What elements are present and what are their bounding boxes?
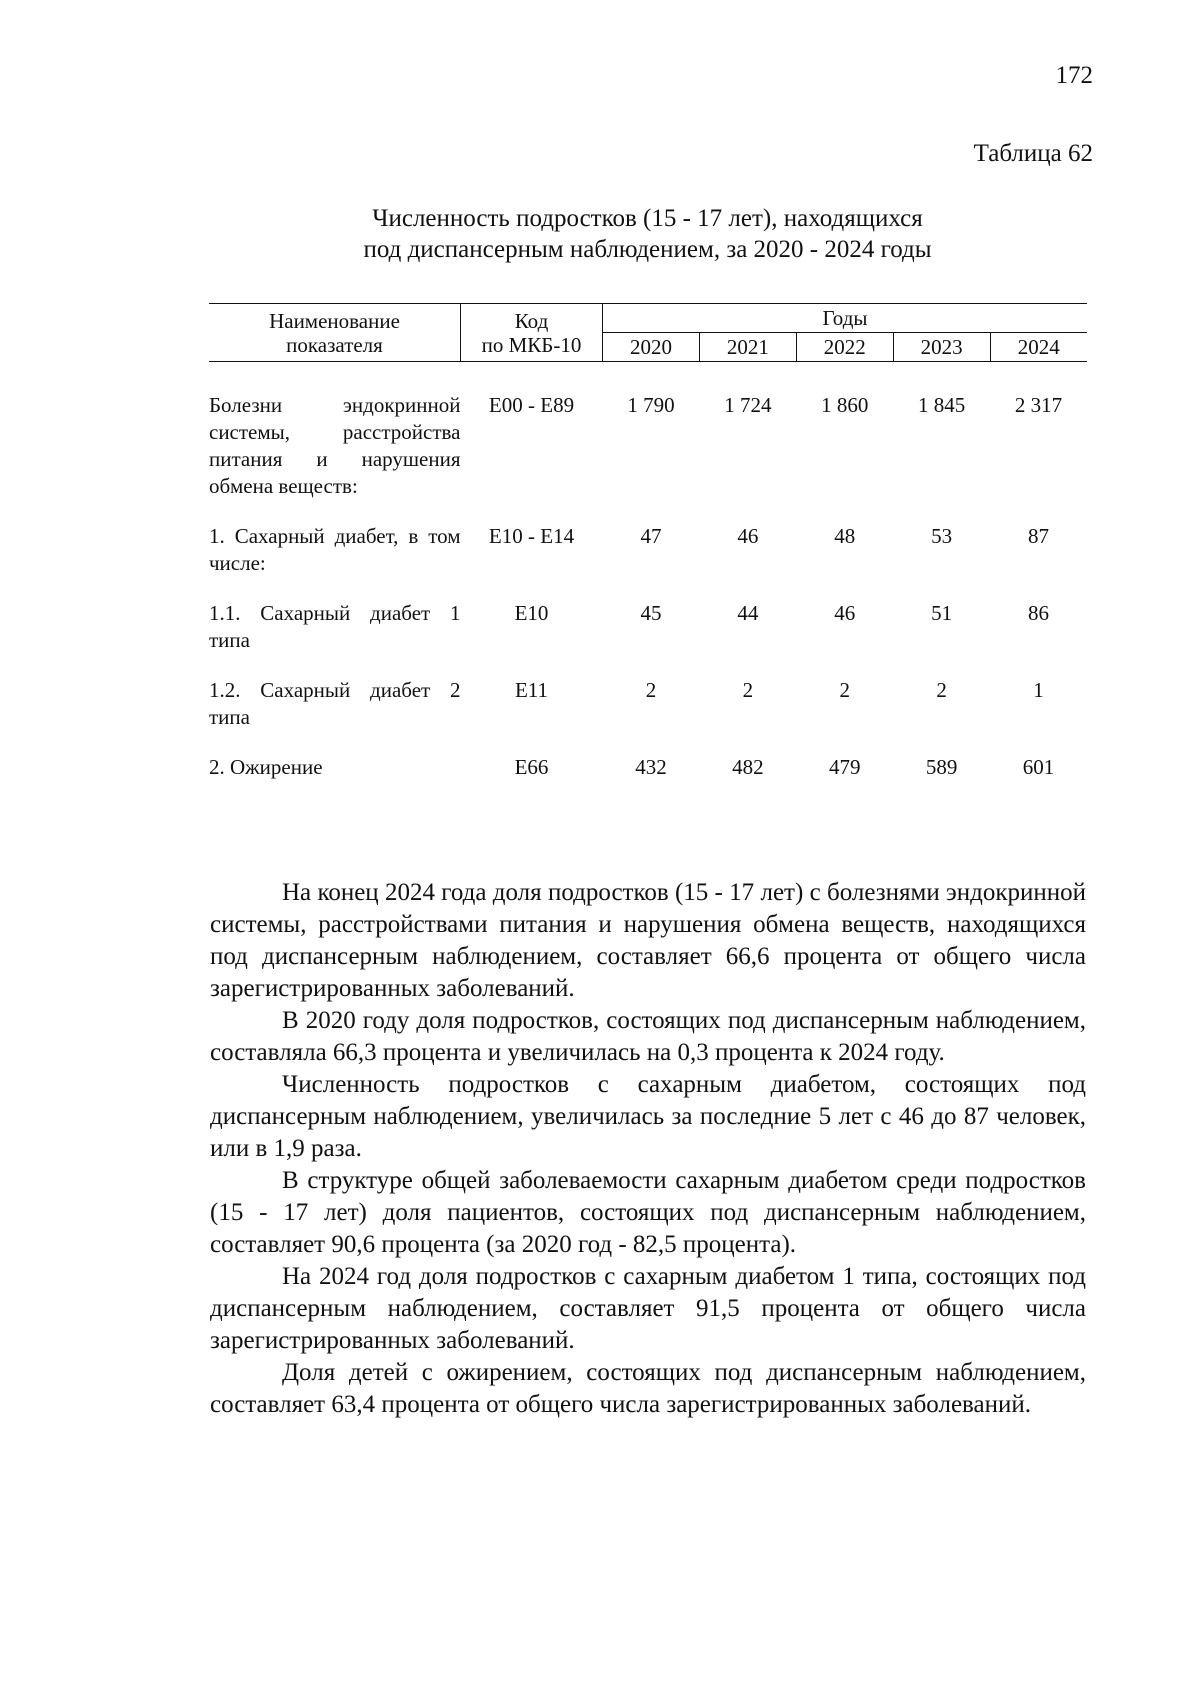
row-name: 1.2. Сахарный диабет 2 типа <box>209 678 461 729</box>
paragraph: Доля детей с ожирением, состоящих под диспансерным наблюдением, составляет 63,4 процента от общего числа зарегистрированных заболеваний. <box>210 1359 1086 1418</box>
header-year-2024: 2024 <box>990 333 1087 362</box>
paragraph: В структуре общей заболеваемости сахарным диабетом среди подростков (15 - 17 лет) доля пациентов, состоящих под диспансерным наблюдением, составляет 90,6 процента (за 2020 год - 82,5 процента). <box>210 1167 1086 1258</box>
row-value-2023: 589 <box>925 755 958 779</box>
row-value-2023: 51 <box>931 601 953 625</box>
page-number: 172 <box>1055 62 1093 89</box>
header-year-2020: 2020 <box>603 333 700 362</box>
header-year-2021: 2021 <box>699 333 796 362</box>
table-row <box>209 523 1087 577</box>
header-year-2022: 2022 <box>796 333 893 362</box>
row-value-2021: 1 724 <box>724 393 772 417</box>
row-value-2024: 86 <box>1028 601 1050 625</box>
row-value-2024: 87 <box>1028 524 1050 548</box>
table-row <box>209 392 1087 500</box>
data-table <box>209 303 1087 781</box>
title-line-2: под диспансерным наблюдением, за 2020 - 2024 годы <box>363 236 932 263</box>
row-value-2023: 2 <box>936 678 947 702</box>
header-name-line-1: Наименование <box>269 308 400 333</box>
row-value-2022: 2 <box>839 678 850 702</box>
row-value-2024: 2 317 <box>1014 393 1063 417</box>
row-value-2022: 1 860 <box>821 393 869 417</box>
row-value-2023: 1 845 <box>917 393 966 417</box>
row-value-2020: 45 <box>640 601 662 625</box>
header-code-line-2: по МКБ-10 <box>481 332 582 357</box>
table-row <box>209 600 1087 654</box>
row-name: Болезни эндокринной системы, расстройства питания и нарушения обмена веществ: <box>209 393 461 498</box>
body-text <box>210 877 1086 1421</box>
row-name: 1.1. Сахарный диабет 1 типа <box>209 601 461 652</box>
title-line-1: Численность подростков (15 - 17 лет), находящихся <box>372 205 923 232</box>
row-name: 2. Ожирение <box>209 755 323 779</box>
table-row <box>209 677 1087 731</box>
header-code <box>461 304 603 362</box>
row-code: E11 <box>514 678 549 702</box>
row-value-2020: 2 <box>645 678 657 702</box>
table-spacer <box>209 654 1087 677</box>
row-value-2023: 53 <box>931 524 953 548</box>
row-value-2021: 2 <box>742 678 754 702</box>
row-value-2024: 1 <box>1033 678 1044 702</box>
table-spacer <box>209 500 1087 523</box>
table-title <box>210 203 1085 265</box>
row-value-2020: 47 <box>640 524 662 548</box>
table-label: Таблица 62 <box>973 140 1093 167</box>
header-name-line-2: показателя <box>286 332 383 357</box>
row-value-2022: 479 <box>828 755 861 779</box>
row-name: 1. Сахарный диабет, в том числе: <box>209 524 461 575</box>
row-value-2021: 44 <box>737 601 759 625</box>
paragraph: В 2020 году доля подростков, состоящих под диспансерным наблюдением, составляла 66,3 процента и увеличилась на 0,3 процента к 2024 году. <box>210 1007 1086 1066</box>
paragraph: Численность подростков с сахарным диабетом, состоящих под диспансерным наблюдением, увеличилась за последние 5 лет с 46 до 87 человек, или в 1,9 раза. <box>210 1071 1086 1162</box>
row-value-2022: 46 <box>834 601 856 625</box>
row-value-2020: 432 <box>635 755 667 779</box>
row-value-2020: 1 790 <box>627 393 675 417</box>
row-code: E00 - E89 <box>488 393 575 417</box>
header-year-2023: 2023 <box>893 333 990 362</box>
table-spacer <box>209 362 1087 393</box>
table-spacer <box>209 577 1087 600</box>
row-code: E10 <box>514 601 549 625</box>
row-code: E66 <box>514 755 549 779</box>
row-value-2024: 601 <box>1022 755 1055 779</box>
row-value-2021: 46 <box>737 524 759 548</box>
header-years: Годы <box>603 304 1088 333</box>
table-row <box>209 754 1087 781</box>
table-spacer <box>209 731 1087 754</box>
header-name <box>209 304 461 362</box>
row-code: E10 - E14 <box>488 524 575 548</box>
paragraph: На 2024 год доля подростков с сахарным диабетом 1 типа, состоящих под диспансерным наблюдением, составляет 91,5 процента от общего числа зарегистрированных заболеваний. <box>210 1263 1086 1354</box>
row-value-2022: 48 <box>834 524 856 548</box>
row-value-2021: 482 <box>732 755 764 779</box>
header-code-line-1: Код <box>514 308 549 333</box>
paragraph: На конец 2024 года доля подростков (15 - 17 лет) с болезнями эндокринной системы, расстройствами питания и нарушения обмена веществ, находящихся под диспансерным наблюдением, составляет 66,6 процента от общего числа зарегистрированных заболеваний. <box>210 879 1086 1002</box>
